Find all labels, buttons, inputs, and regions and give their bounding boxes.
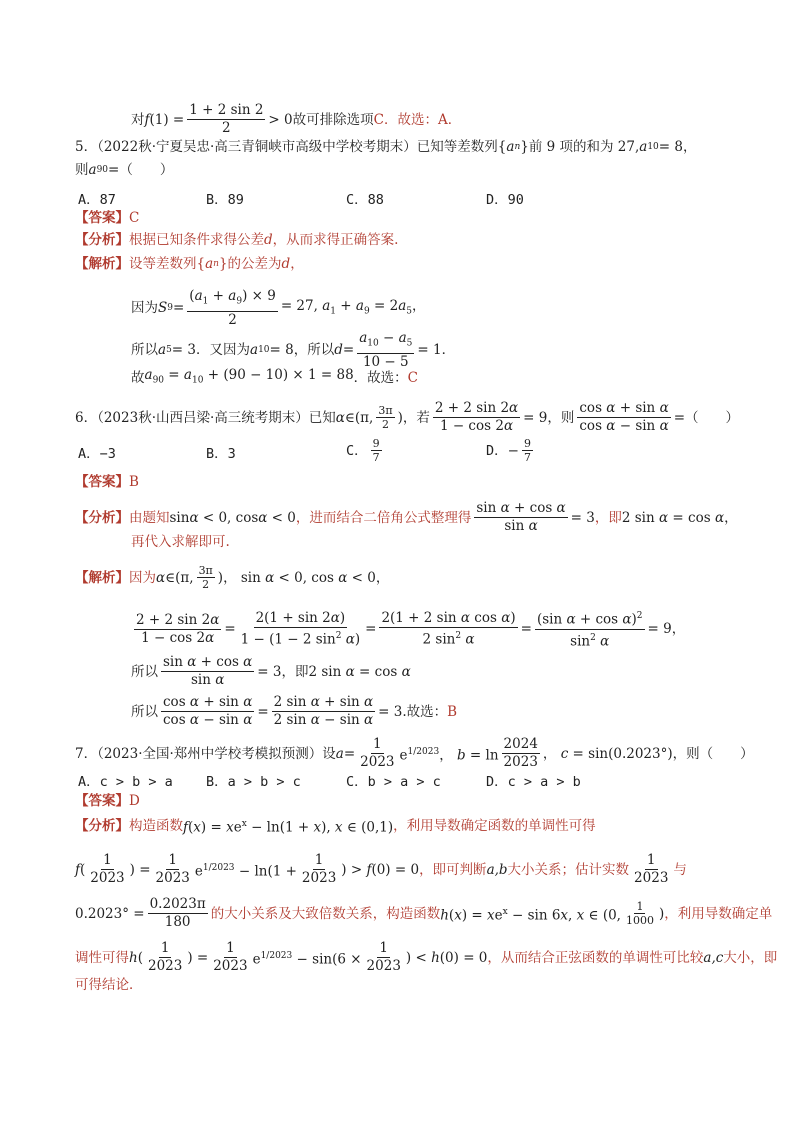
q5-analysis: 【分析】 根据已知条件求得公差 d ，从而求得正确答案. <box>75 232 399 248</box>
q5-l3-text: 故 <box>131 369 145 386</box>
q5-answer-value: C <box>129 210 140 226</box>
q5-l2b-text: ．又因为 <box>196 342 250 359</box>
q5-solution-line3: 故 $a_{90} = a_{10} + (90 - 10) \times 1 = 88$ ．故选： C <box>131 367 419 386</box>
q7-answer <box>75 791 140 811</box>
q5-solution-text: 设等差数列 <box>129 256 197 272</box>
q5-solution-end: 的公差为 <box>227 256 282 272</box>
q5-solution: 【解析】 设等差数列 { a n } 的公差为 d ， <box>75 256 304 272</box>
q5-answer <box>75 208 139 228</box>
q5-analysis-end: ，从而求得正确答案. <box>272 232 399 248</box>
q6-analysis-text: 由题知 <box>129 509 170 526</box>
q7-analysis-line5 <box>75 975 143 995</box>
q7-analysis-tag: 【分析】 <box>75 817 129 834</box>
q6-option-d: D． − $\frac{9}{7}$ <box>486 437 531 464</box>
q6-analysis2-text: 再代入求解即可. <box>131 534 230 550</box>
q6-stem-end: ，则 <box>547 409 575 426</box>
q7-l4-end: 大小，即 <box>723 949 778 966</box>
q6-l3-text: 所以 <box>131 703 158 720</box>
q7-l2-end: 大小关系；估计实数 <box>507 861 630 878</box>
q5-l1-text: 因为 <box>131 300 158 317</box>
q7-option-d: D．c > a > b <box>486 774 581 790</box>
q7-answer-value: D <box>129 793 140 809</box>
q5-solution-line1: 因为 S 9 = $\frac{(a_1 + a_9) \times 9}{2}$ = 27, $a_1 + a_9 = 2a_5$， <box>131 288 426 328</box>
q4-tail-line: 对 f (1) = $\frac{1 + 2 \sin 2}{2}$ > 0 故可排除选项 C．故选：A． <box>131 102 462 136</box>
q5-solution-tag: 【解析】 <box>75 256 129 272</box>
q6-analysis-end: ，即 <box>594 509 622 526</box>
q7-l4-mid: ，从而结合正弦函数的单调性可比较 <box>487 949 704 966</box>
q6-analysis-line2 <box>131 532 230 552</box>
q5-option-d: D．90 <box>486 192 524 208</box>
q5-analysis-tag: 【分析】 <box>75 232 129 248</box>
q7-stem-end: ，则（ ） <box>672 745 754 762</box>
q7-analysis-end: ，利用导数确定函数的单调性可得 <box>393 817 596 834</box>
q7-analysis-line4: 调性可得 h ( $\frac{1}{2023}$ ) = $\frac{1}{2023}$ $e^{1/2023} - \sin(6$ × $\frac{1}{2023}$ ) < h(0) = 0 ，从而结合正弦函数的单调性可比较 a,c 大小，即 <box>75 940 778 974</box>
q6-analysis: 【分析】 由题知 sinα < 0, cosα < 0 ，进而结合二倍角公式整理得 $\frac{\text{sin α + cos α}}{\text{sin α}}$ = 3 ，即 2 sin α = cos α， <box>75 500 738 534</box>
q6-answer-tag: 【答案】 <box>75 474 129 490</box>
q6-stem-text: 6．（2023秋·山西吕梁·高三统考期末）已知 <box>75 409 336 426</box>
q6-analysis-mid: ，进而结合二倍角公式整理得 <box>295 509 472 526</box>
q5-stem-text-2: 前 9 项的和为 27, <box>528 139 640 155</box>
q5-line2-text: 则 <box>75 162 89 178</box>
q7-l3-mid: 的大小关系及大致倍数关系，构造函数 <box>210 905 441 922</box>
q6-stem-mid: ，若 <box>402 409 430 426</box>
q7-analysis-line3: 0.2023° = $\frac{0.2023\pi}{180}$ 的大小关系及大致倍数关系，构造函数 $h(x) = xe^x - \sin 6x$, x ∈ (0, $\frac{1}{1000}$ ) ，利用导数确定单 <box>75 896 773 930</box>
q6-option-a: A．−3 <box>78 446 116 462</box>
q7-option-b: B．a > b > c <box>206 774 301 790</box>
q5-option-a: A．87 <box>78 192 116 208</box>
q7-analysis-text: 构造函数 <box>129 817 183 834</box>
q6-option-c-label: C． <box>346 442 368 459</box>
q7-l5-text: 可得结论． <box>75 977 143 993</box>
q7-stem-text: 7．（2023·全国·郑州中学校考模拟预测）设 <box>75 745 336 762</box>
q5-answer-tag: 【答案】 <box>75 210 129 226</box>
q5-solution-line2: 所以 a 5 = 3 ．又因为 a 10 = 8 ，所以 d = $\frac{a_{10} - a_5}{10 - 5}$ = 1． <box>131 330 456 370</box>
q7-l2-mid: ，即可判断 <box>419 861 487 878</box>
q4-suffix: 故可排除选项 <box>292 111 374 128</box>
q7-analysis-line2: f ( $\frac{1}{2023}$ ) = $\frac{1}{2023}$ $e^{1/2023} - \ln(1$ + $\frac{1}{2023}$ ) > f(0) = 0 ，即可判断 a,b 大小关系；估计实数 $\frac{1}{2023}$ 与 <box>75 852 687 886</box>
q6-solution-tag: 【解析】 <box>75 569 129 586</box>
q7-analysis: 【分析】 构造函数 $f(x) = xe^x - \ln(1 + x)$, x ∈ (0,1) ，利用导数确定函数的单调性可得 <box>75 817 596 836</box>
q6-option-b: B．3 <box>206 446 236 462</box>
q5-l3-end: ．故选： <box>353 369 408 386</box>
q4-suffix-answer: C．故选：A． <box>373 111 462 128</box>
q7-option-c: C．b > a > c <box>346 774 441 790</box>
q6-l3-end: .故选： <box>402 703 448 720</box>
q6-analysis-tag: 【分析】 <box>75 509 129 526</box>
q7-stem: 7．（2023·全国·郑州中学校考模拟预测）设 a = $\frac{1}{2023}$ $e^{1/2023}$， b = ln $\frac{2024}{2023}$ ， c = sin(0.2023°) ，则（ ） <box>75 736 754 770</box>
q5-analysis-text: 根据已知条件求得公差 <box>129 232 264 248</box>
q5-stem-text: 5．（2022秋·宁夏吴忠·高三青铜峡市高级中学校考期末）已知等差数列 <box>75 139 498 155</box>
q5-option-b: B．89 <box>206 192 244 208</box>
q6-answer <box>75 472 139 492</box>
q6-stem: 6．（2023秋·山西吕梁·高三统考期末）已知 α ∈ (π, $\frac{3\pi}{2}$ ) ，若 $\frac{2 + 2 \sin 2\alpha}{1 - \cos 2\alpha}$ = 9 ，则 $\frac{\text{cos α + sin α}}{\text{cos α − sin α}}$ =（ ） <box>75 400 739 434</box>
q6-option-c: C． $\frac{9}{7}$ <box>346 437 380 464</box>
q7-l3-end: ，利用导数确定单 <box>664 905 773 922</box>
q6-solution-line2: 所以 $\frac{\text{sin α + cos α}}{\text{sin α}}$ = 3 ，即 2 sin α = cos α <box>131 654 411 688</box>
q7-l2-tail: 与 <box>673 861 687 878</box>
q5-option-c: C．88 <box>346 192 384 208</box>
q4-prefix: 对 <box>131 111 145 128</box>
q4-fraction: $\frac{1 + 2 \sin 2}{2}$ <box>189 102 264 136</box>
q6-l2-end: ，即 <box>281 663 309 680</box>
q6-solution: 【解析】 因为 α ∈ (π, $\frac{3\pi}{2}$ )， sin α < 0, cos α < 0， <box>75 564 390 591</box>
q6-solution-line3: 所以 $\frac{\text{cos α + sin α}}{\text{cos α − sin α}}$ = $\frac{\text{2 sin α + sin α}}{\text{2 sin α − sin α}}$ = 3 .故选： B <box>131 694 458 728</box>
q5-l3-answer: C <box>407 369 419 386</box>
q6-option-d-label: D． <box>486 442 508 459</box>
q6-solution-text: 因为 <box>129 569 156 586</box>
q5-stem: 5．（2022秋·宁夏吴忠·高三青铜峡市高级中学校考期末）已知等差数列 { a n } 前 9 项的和为 27, a 10 = 8， <box>75 139 697 155</box>
q5-l2-text: 所以 <box>131 342 158 359</box>
q6-solution-line1: $\frac{2 + 2 \sin 2\alpha}{1 - \cos 2\alpha}$ = $\frac{2(1 + \sin 2\alpha)}{1 - (1 - 2 \sin^2 \alpha)}$ = $\frac{\text{2(1 + 2 sin α cos α)}}{2 \sin^2 \alpha}$ = $\frac{(\sin \alpha + \cos \alpha)^2}{\sin^2 \alpha}$ = 9， <box>136 609 686 649</box>
q6-l2-text: 所以 <box>131 663 158 680</box>
q7-option-a: A．c > b > a <box>78 774 173 790</box>
q7-answer-tag: 【答案】 <box>75 793 129 809</box>
q6-answer-value: B <box>129 474 139 490</box>
q6-l3-answer: B <box>447 703 458 720</box>
q5-l2c-text: ，所以 <box>293 342 335 359</box>
q7-l4-text: 调性可得 <box>75 949 129 966</box>
q5-stem-line2: 则 a 90 =（ ） <box>75 162 174 178</box>
